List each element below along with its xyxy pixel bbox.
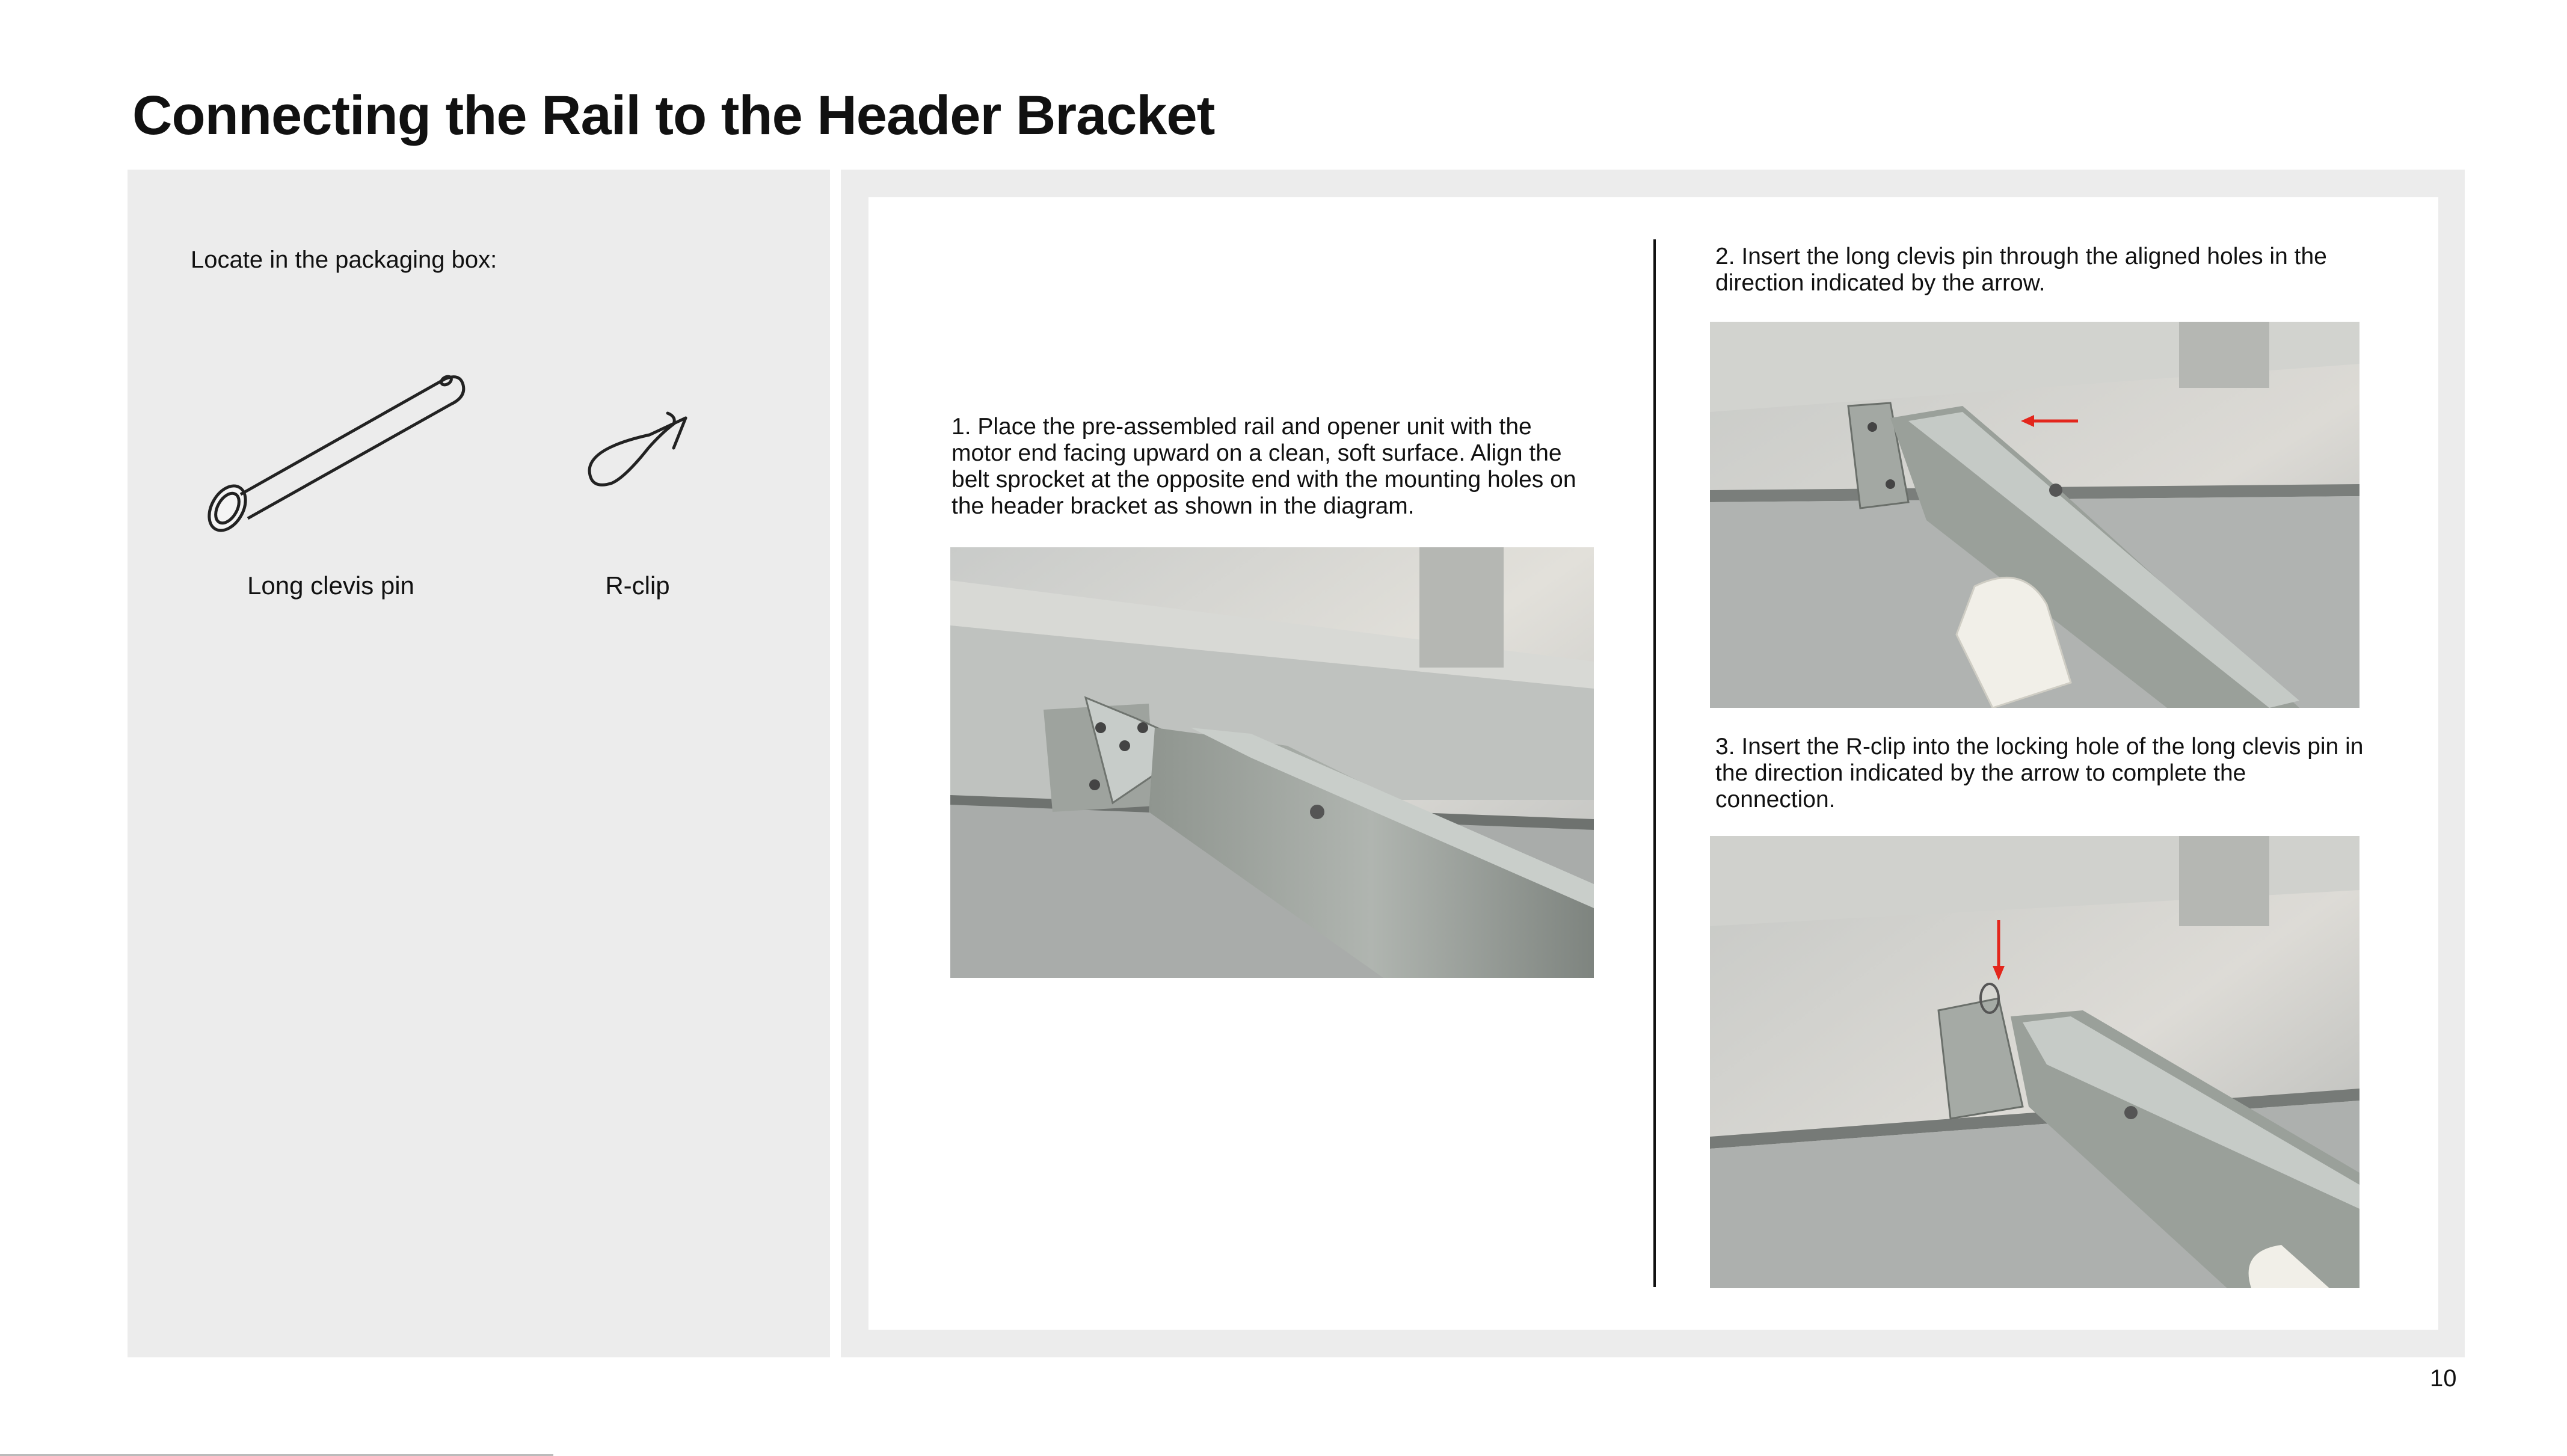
r-clip-icon — [577, 400, 698, 496]
page-number: 10 — [2430, 1365, 2457, 1392]
parts-heading: Locate in the packaging box: — [191, 247, 497, 273]
insert-direction-arrow-icon — [2021, 412, 2081, 430]
part-label-clevis-pin: Long clevis pin — [247, 571, 414, 600]
part-label-r-clip: R-clip — [605, 571, 670, 600]
step-1-text: 1. Place the pre-assembled rail and opener unit with the motor end facing upward on a clean, soft surface. Align the belt sprocket at the opposite end with the mounting holes on the header bracket as shown in the diagram. — [951, 414, 1576, 519]
clip-direction-arrow-icon — [1990, 920, 2008, 980]
step-2-photo — [1710, 322, 2359, 708]
step-3-photo — [1710, 836, 2359, 1288]
step-1-photo — [950, 547, 1594, 978]
page-title: Connecting the Rail to the Header Bracket — [132, 85, 1215, 146]
step-3-text: 3. Insert the R-clip into the locking hole of the long clevis pin in the direction indicated by the arrow to complete the connection. — [1715, 734, 2364, 812]
parts-panel — [128, 170, 830, 1357]
column-divider — [1653, 239, 1656, 1287]
step-2-text: 2. Insert the long clevis pin through the aligned holes in the direction indicated by the arrow. — [1715, 244, 2327, 296]
clevis-pin-icon — [198, 361, 475, 541]
